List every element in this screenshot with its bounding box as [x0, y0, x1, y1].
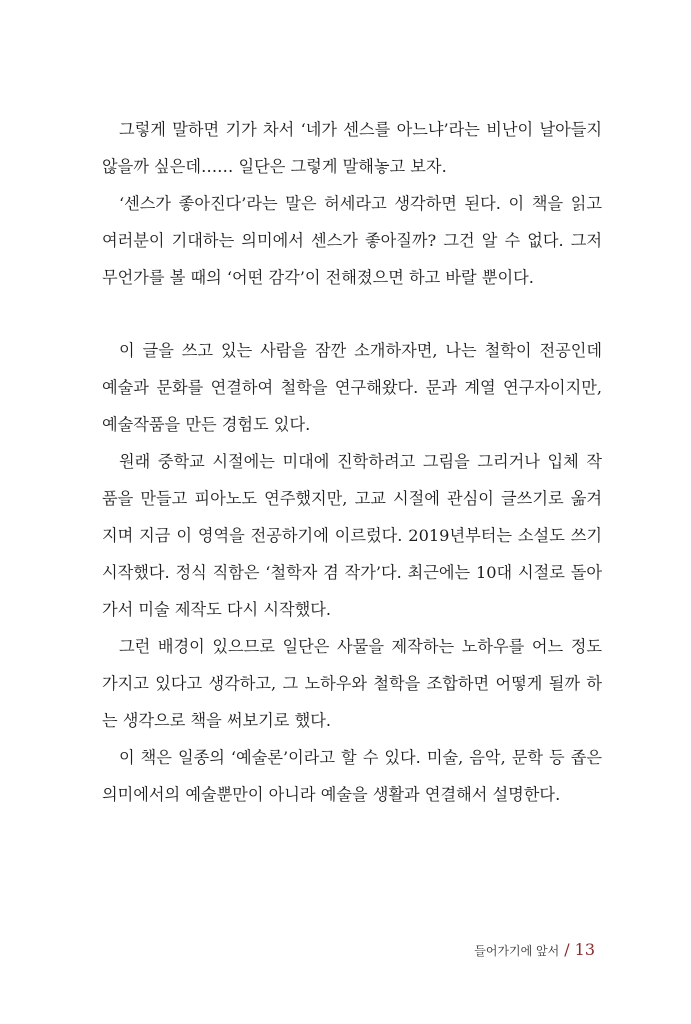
- text-line: 여러분이 기대하는 의미에서 센스가 좋아질까? 그건 알 수 없다. 그저: [102, 231, 602, 250]
- text-line: 지며 지금 이 영역을 전공하기에 이르렀다. 2019년부터는 소설도 쓰기: [102, 526, 602, 545]
- text-line: 원래 중학교 시절에는 미대에 진학하려고 그림을 그리거나 입체 작: [119, 452, 602, 471]
- text-line: 무언가를 볼 때의 ‘어떤 감각’이 전해졌으면 하고 바랄 뿐이다.: [102, 268, 534, 287]
- text-line: 의미에서의 예술뿐만이 아니라 예술을 생활과 연결해서 설명한다.: [102, 785, 561, 804]
- text-line: 는 생각으로 책을 써보기로 했다.: [102, 711, 332, 730]
- page-footer: [474, 940, 595, 959]
- text-line: 이 글을 쓰고 있는 사람을 잠깐 소개하자면, 나는 철학이 전공인데: [119, 341, 602, 360]
- text-line: ‘센스가 좋아진다’라는 말은 허세라고 생각하면 된다. 이 책을 읽고: [119, 194, 602, 213]
- section-gap: [102, 296, 602, 332]
- text-line: 예술작품을 만든 경험도 있다.: [102, 415, 311, 434]
- body-text: [102, 111, 602, 813]
- text-line: 시작했다. 정식 직함은 ‘철학자 겸 작가’다. 최근에는 10대 시절로 돌아: [102, 563, 602, 582]
- text-line: 않을까 싶은데…… 일단은 그렇게 말해놓고 보자.: [102, 157, 447, 176]
- text-line: 품을 만들고 피아노도 연주했지만, 고교 시절에 관심이 글쓰기로 옮겨: [102, 489, 602, 508]
- text-line: 예술과 문화를 연결하여 철학을 연구해왔다. 문과 계열 연구자이지만,: [102, 378, 602, 397]
- text-line: 그렇게 말하면 기가 차서 ‘네가 센스를 아느냐’라는 비난이 날아들지: [119, 120, 602, 139]
- text-line: 이 책은 일종의 ‘예술론’이라고 할 수 있다. 미술, 음악, 문학 등 좁은: [119, 748, 602, 767]
- footer-separator: /: [564, 940, 570, 959]
- text-line: 그런 배경이 있으므로 일단은 사물을 제작하는 노하우를 어느 정도: [119, 637, 602, 656]
- page-number: 13: [574, 940, 595, 959]
- text-line: 가서 미술 제작도 다시 시작했다.: [102, 600, 332, 619]
- running-title: 들어가기에 앞서: [474, 944, 560, 958]
- text-line: 가지고 있다고 생각하고, 그 노하우와 철학을 조합하면 어떻게 될까 하: [102, 674, 602, 693]
